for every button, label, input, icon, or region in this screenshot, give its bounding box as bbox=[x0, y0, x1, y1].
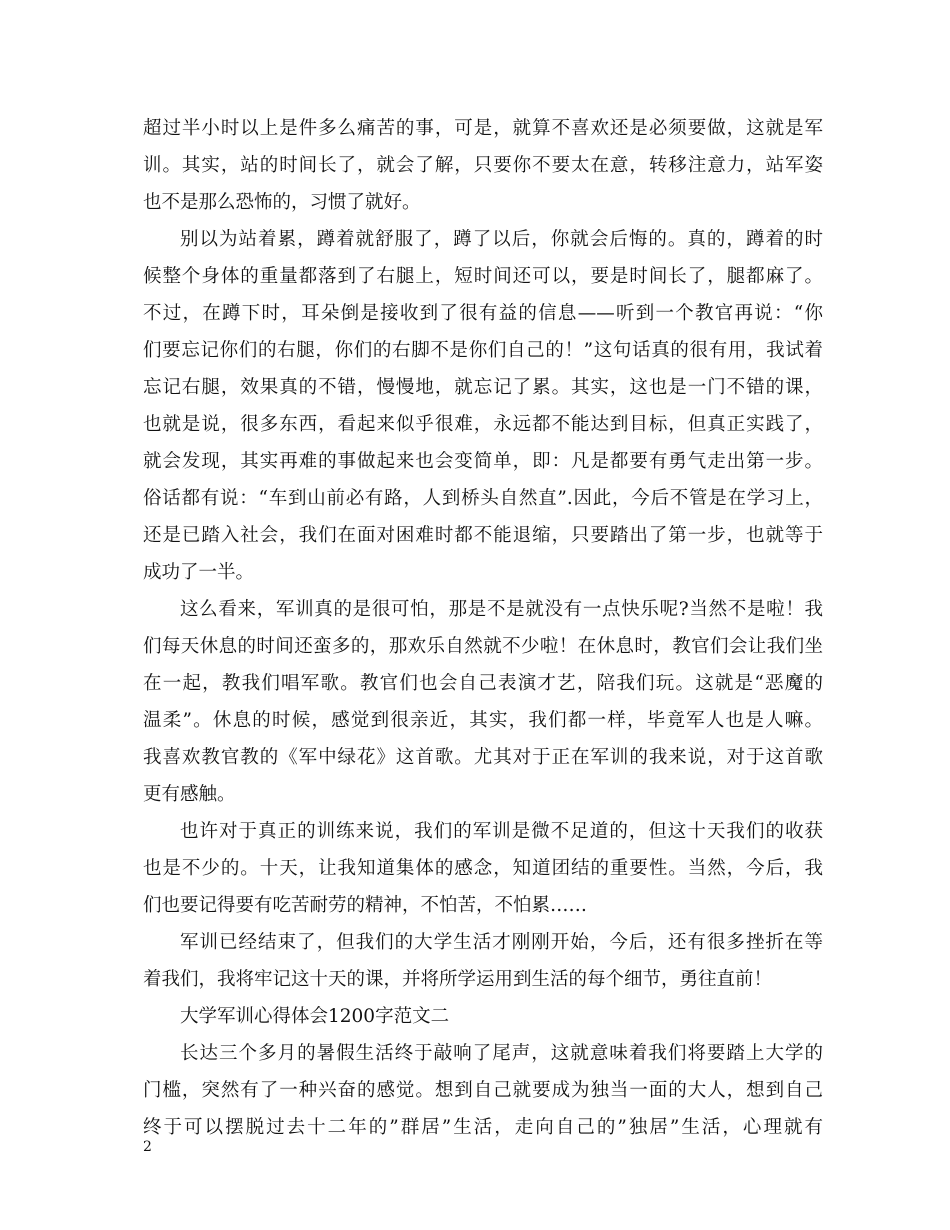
text-line: 着我们，我将牢记这十天的课，并将所学运用到生活的每个细节，勇往直前！ bbox=[143, 969, 773, 990]
text-line: 候整个身体的重量都落到了右腿上，短时间还可以，要是时间长了，腿都麻了。 bbox=[143, 266, 823, 287]
text-line: 们每天休息的时间还蛮多的，那欢乐自然就不少啦！在休息时，教官们会让我们坐 bbox=[143, 636, 823, 657]
text-line: 训。其实，站的时间长了，就会了解，只要你不要太在意，转移注意力，站军姿 bbox=[143, 155, 823, 176]
text-line: 超过半小时以上是件多么痛苦的事，可是，就算不喜欢还是必须要做，这就是军 bbox=[143, 118, 823, 139]
text-line: 更有感触。 bbox=[143, 784, 236, 805]
text-line: 也不是那么恐怖的，习惯了就好。 bbox=[143, 192, 421, 213]
text-line: 也就是说，很多东西，看起来似乎很难，永远都不能达到目标，但真正实践了， bbox=[143, 414, 823, 435]
text-line: 我喜欢教官教的《军中绿花》这首歌。尤其对于正在军训的我来说，对于这首歌 bbox=[143, 747, 823, 768]
text-line: 们也要记得要有吃苦耐劳的精神，不怕苦，不怕累…… bbox=[143, 895, 588, 916]
text-line: 不过，在蹲下时，耳朵倒是接收到了很有益的信息——听到一个教官再说：“你 bbox=[143, 303, 823, 324]
text-line: 这么看来，军训真的是很可怕，那是不是就没有一点快乐呢?当然不是啦！我 bbox=[180, 599, 823, 620]
text-line: 也是不少的。十天，让我知道集体的感念，知道团结的重要性。当然，今后，我 bbox=[143, 858, 823, 879]
text-line: 也许对于真正的训练来说，我们的军训是微不足道的，但这十天我们的收获 bbox=[180, 821, 823, 842]
text-line: 就会发现，其实再难的事做起来也会变简单，即：凡是都要有勇气走出第一步。 bbox=[143, 451, 823, 472]
text-line: 们要忘记你们的右腿，你们的右脚不是你们自己的！”这句话真的很有用，我试着 bbox=[143, 340, 823, 361]
page-number: 2 bbox=[143, 1139, 152, 1155]
text-line: 成功了一半。 bbox=[143, 562, 255, 583]
text-line: 终于可以摆脱过去十二年的”群居”生活，走向自己的”独居”生活，心理就有 bbox=[143, 1117, 823, 1138]
text-line: 还是已踏入社会，我们在面对困难时都不能退缩，只要踏出了第一步，也就等于 bbox=[143, 525, 823, 546]
text-line: 在一起，教我们唱军歌。教官们也会自己表演才艺，陪我们玩。这就是“恶魔的 bbox=[143, 673, 823, 694]
text-line: 俗话都有说：“车到山前必有路，人到桥头自然直”.因此，今后不管是在学习上， bbox=[143, 488, 823, 509]
text-line: 门槛，突然有了一种兴奋的感觉。想到自己就要成为独当一面的大人，想到自己 bbox=[143, 1080, 823, 1101]
text-line: 温柔”。休息的时候，感觉到很亲近，其实，我们都一样，毕竟军人也是人嘛。 bbox=[143, 710, 823, 731]
text-line: 别以为站着累，蹲着就舒服了，蹲了以后，你就会后悔的。真的，蹲着的时 bbox=[180, 229, 823, 250]
section-heading: 大学军训心得体会1200字范文二 bbox=[180, 1006, 450, 1027]
text-line: 长达三个多月的暑假生活终于敲响了尾声，这就意味着我们将要踏上大学的 bbox=[180, 1043, 823, 1064]
text-line: 忘记右腿，效果真的不错，慢慢地，就忘记了累。其实，这也是一门不错的课， bbox=[143, 377, 823, 398]
text-line: 军训已经结束了，但我们的大学生活才刚刚开始，今后，还有很多挫折在等 bbox=[180, 932, 823, 953]
